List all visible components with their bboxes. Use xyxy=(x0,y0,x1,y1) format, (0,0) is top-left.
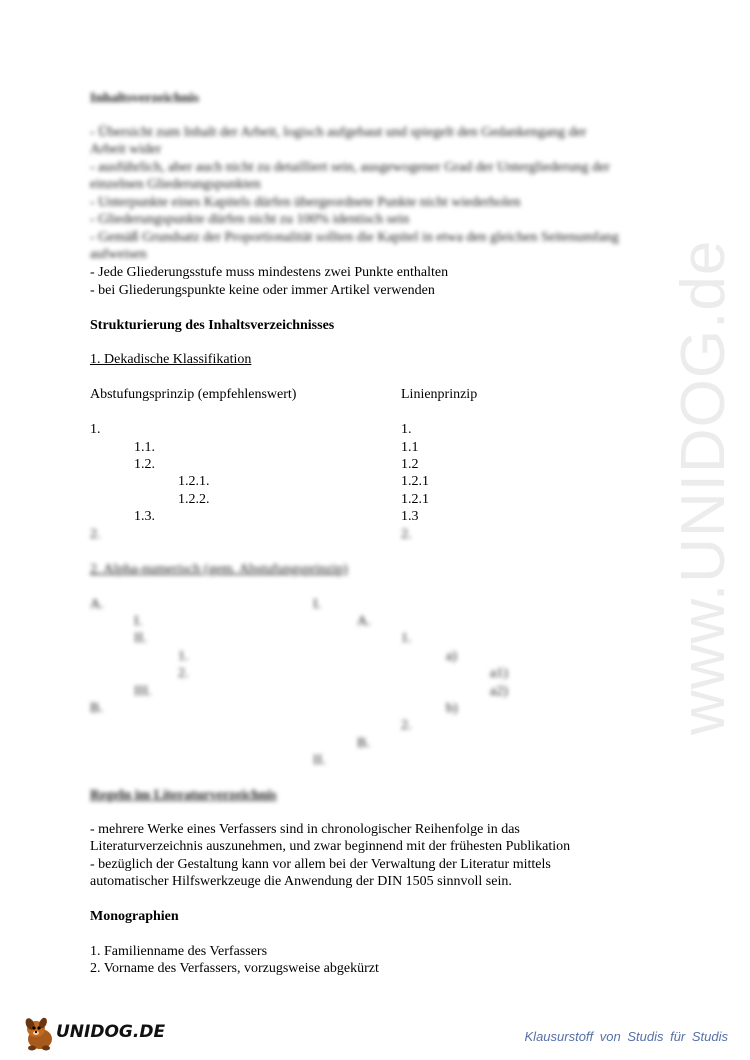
toc-bullet-line: einzelnen Gliederungspunkten xyxy=(90,177,261,192)
dog-mascot-icon xyxy=(22,1015,58,1053)
alpha-left-item: 2. xyxy=(178,666,189,681)
toc-bullet-line: - Übersicht zum Inhalt der Arbeit, logisch aufgebaut und spiegelt den Gedankengang der xyxy=(90,125,587,140)
decadic-right-item: 2. xyxy=(401,527,412,542)
decadic-right-item: 1. xyxy=(401,422,412,437)
decadic-left-item: 1.1. xyxy=(134,440,155,455)
toc-bullet-line: - Gliederungspunkte dürfen nicht zu 100% identisch sein xyxy=(90,212,410,227)
decadic-left-header: Abstufungsprinzip (empfehlenswert) xyxy=(90,387,297,402)
alpha-left-item: II. xyxy=(134,631,147,646)
toc-bullet-line: - ausführlich, aber auch nicht zu detailliert sein, ausgewogener Grad der Untergliederung der xyxy=(90,160,610,175)
literature-heading: Regeln im Literaturverzeichnis xyxy=(90,788,277,803)
decadic-right-item: 1.2.1 xyxy=(401,474,429,489)
monographs-heading: Monographien xyxy=(90,909,179,924)
decadic-right-header: Linienprinzip xyxy=(401,387,478,402)
toc-bullet-line: - bei Gliederungspunkte keine oder immer Artikel verwenden xyxy=(90,283,435,298)
decadic-left-item: 1.2.1. xyxy=(178,474,210,489)
alpha-right-item: a1) xyxy=(490,666,508,681)
decadic-title: 1. Dekadische Klassifikation xyxy=(90,352,252,367)
alpha-right-item: A. xyxy=(357,614,371,629)
alpha-right-item: II. xyxy=(313,753,326,768)
decadic-left-item: 1.2.2. xyxy=(178,492,210,507)
decadic-left-item: 1. xyxy=(90,422,101,437)
decadic-right-item: 1.2.1 xyxy=(401,492,429,507)
footer-tagline: Klausurstoff von Studis für Studis xyxy=(524,1029,728,1044)
literature-line: automatischer Hilfswerkzeuge die Anwendung der DIN 1505 sinnvoll sein. xyxy=(90,874,512,889)
toc-bullet-line: - Gemäß Grundsatz der Proportionalität sollten die Kapitel in etwa den gleichen Seitenumfang xyxy=(90,230,619,245)
toc-bullet-line: aufweisen xyxy=(90,247,147,262)
alpha-left-item: III. xyxy=(134,684,152,699)
watermark-text: www.UNIDOG.de xyxy=(669,239,738,735)
alpha-title: 2. Alpha-numerisch (gem. Abstufungsprinzip) xyxy=(90,562,348,577)
alpha-right-item: b) xyxy=(446,701,458,716)
alpha-right-item: 1. xyxy=(401,631,412,646)
decadic-left-item: 1.3. xyxy=(134,509,155,524)
toc-bullet-line: - Jede Gliederungsstufe muss mindestens zwei Punkte enthalten xyxy=(90,265,449,280)
alpha-right-item: I. xyxy=(313,597,322,612)
alpha-left-item: B. xyxy=(90,701,103,716)
literature-line: Literaturverzeichnis auszunehmen, und zwar beginnend mit der frühesten Publikation xyxy=(90,839,571,854)
structure-heading: Strukturierung des Inhaltsverzeichnisses xyxy=(90,318,335,333)
alpha-right-item: a2) xyxy=(490,684,508,699)
decadic-left-item: 2. xyxy=(90,527,101,542)
toc-bullet-line: Arbeit wider xyxy=(90,142,162,157)
logo-text: UNIDOG.DE xyxy=(56,1022,166,1042)
alpha-left-item: 1. xyxy=(178,649,189,664)
monographs-item: 2. Vorname des Verfassers, vorzugsweise abgekürzt xyxy=(90,961,379,976)
toc-heading: Inhaltsverzeichnis xyxy=(90,91,199,106)
decadic-left-item: 1.2. xyxy=(134,457,155,472)
toc-bullet-line: - Unterpunkte eines Kapitels dürfen übergeordnete Punkte nicht wiederholen xyxy=(90,195,521,210)
monographs-item: 1. Familienname des Verfassers xyxy=(90,944,268,959)
literature-line: - bezüglich der Gestaltung kann vor allem bei der Verwaltung der Literatur mittels xyxy=(90,857,551,872)
alpha-right-item: a) xyxy=(446,649,457,664)
decadic-right-item: 1.2 xyxy=(401,457,419,472)
alpha-right-item: 2. xyxy=(401,718,412,733)
literature-line: - mehrere Werke eines Verfassers sind in chronologischer Reihenfolge in das xyxy=(90,822,520,837)
alpha-left-item: I. xyxy=(134,614,143,629)
alpha-left-item: A. xyxy=(90,597,104,612)
decadic-right-item: 1.3 xyxy=(401,509,419,524)
unidog-logo[interactable] xyxy=(22,1015,166,1053)
decadic-right-item: 1.1 xyxy=(401,440,419,455)
alpha-right-item: B. xyxy=(357,736,370,751)
